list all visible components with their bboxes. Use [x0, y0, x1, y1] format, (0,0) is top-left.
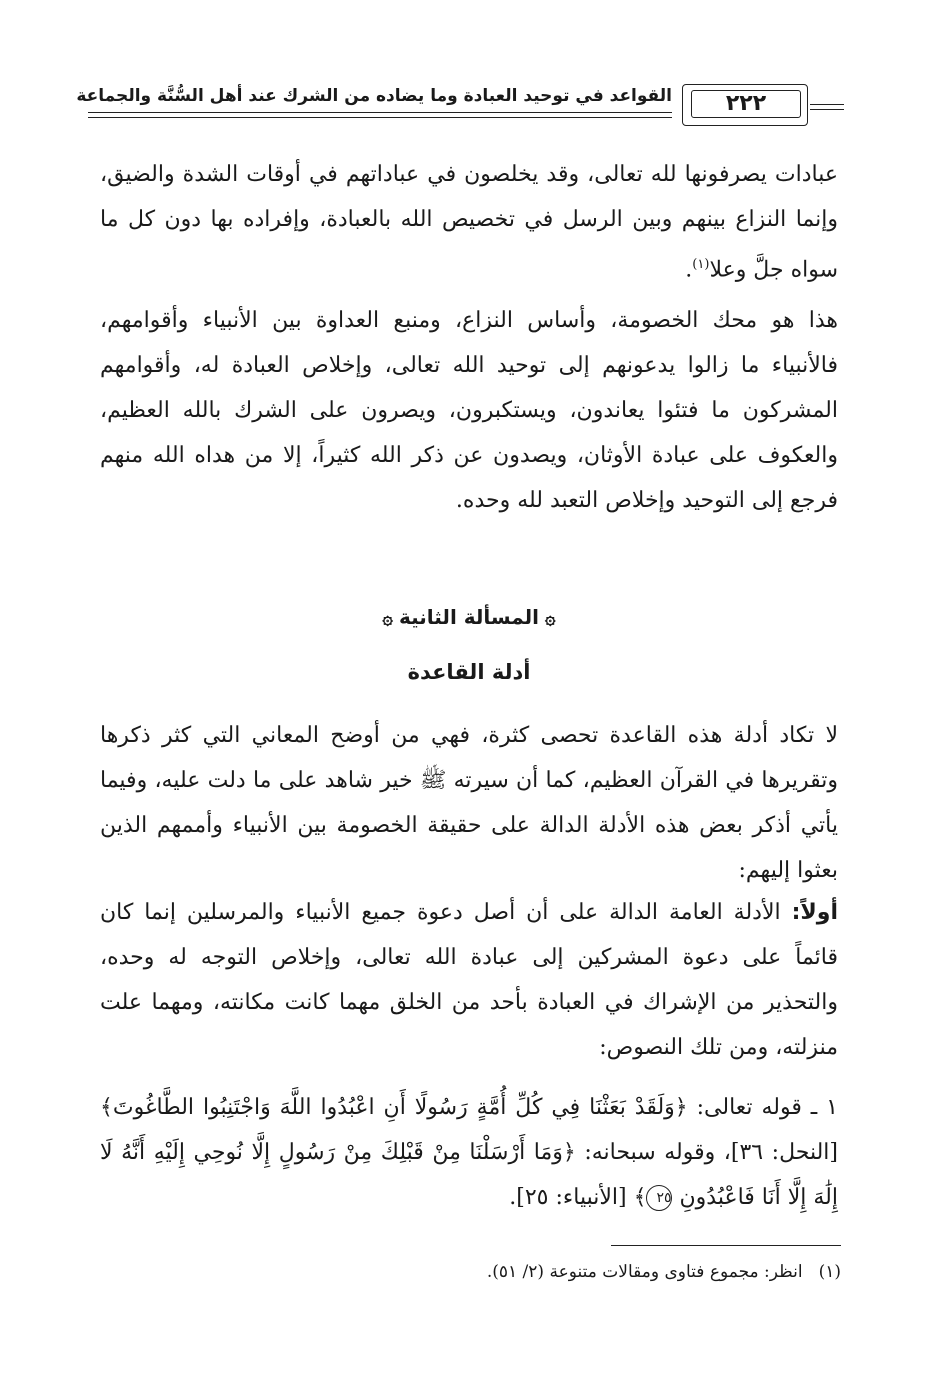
paragraph-end: . [685, 257, 693, 283]
quran-verse: ﴿وَلَقَدْ بَعَثْنَا فِي كُلِّ أُمَّةٍ رَسُولًا أَنِ اعْبُدُوا اللَّهَ وَاجْتَنِبُوا الطَّاغُوتَ﴾ [100, 1095, 688, 1120]
subsection-heading: أدلة القاعدة [407, 660, 531, 684]
header-rule [88, 117, 672, 118]
paragraph-text: عبادات يصرفونها لله تعالى، وقد يخلصون في عباداتهم في أوقات الشدة والضيق، وإنما النزاع بينهم وبين الرسل في تخصيص الله بالعبادة، وإفراده بها دون كل ما سواه جلَّ وعلا [100, 162, 838, 283]
header-rule [810, 109, 844, 110]
footnote-mark: (١) [818, 1262, 841, 1282]
ornament-icon: ۞ [545, 608, 556, 629]
paragraph-lead: أولاً: [791, 900, 838, 925]
paragraph-text: لا تكاد أدلة هذه القاعدة تحصى كثرة، فهي من أوضح المعاني التي كثر ذكرها وتقريرها في القرآن العظيم، كما أن سيرته ﷺ خير شاهد على ما دلت عليه، وفيما يأتي أذكر بعض هذه الأدلة الدالة على حقيقة الخصومة بين الأنبياء وأممهم الذين بعثوا إليهم: [100, 723, 838, 883]
header-title: القواعد في توحيد العبادة وما يضاده من الشرك عند أهل السُّنَّة والجماعة [76, 86, 672, 106]
paragraph-1 [100, 152, 838, 292]
header-rule [88, 112, 672, 113]
page-number: ٢٢٢ [691, 90, 801, 118]
quran-verse: ﴿وَمَا أَرْسَلْنَا مِنْ قَبْلِكَ مِنْ رَسُولٍ إِلَّا نُوحِي إِلَيْهِ أَنَّهُ لَا إِلَٰهَ إِلَّا أَنَا فَاعْبُدُونِ [100, 1140, 838, 1210]
section-heading [100, 605, 838, 629]
ayah-number-icon: ٢٥ [646, 1185, 672, 1211]
page-number-frame [682, 84, 808, 126]
verse-reference: [النحل: ٣٦] [730, 1140, 838, 1165]
paragraph-text: ، وقوله سبحانه: [584, 1140, 731, 1165]
footnote-rule [611, 1245, 841, 1246]
header-rule [810, 104, 844, 105]
footnote-ref[interactable]: (١) [692, 257, 710, 272]
paragraph-text: الأدلة العامة الدالة على أن أصل دعوة جميع الأنبياء والمرسلين إنما كان قائماً على دعوة المشركين إلى عبادة الله تعالى، وإخلاص التوجه له وحده، والتحذير من الإشراك في العبادة بأحد من الخلق مهما كانت مكانته، ومهما علت منزلته، ومن تلك النصوص: [100, 900, 838, 1060]
footnote-text: انظر: مجموع فتاوى ومقالات متنوعة (٢/ ٥١). [486, 1262, 803, 1282]
paragraph-2 [100, 298, 838, 523]
issue-heading-text: المسألة الثانية [398, 605, 540, 629]
paragraph-text: هذا هو محك الخصومة، وأساس النزاع، ومنبع العداوة بين الأنبياء وأقوامهم، فالأنبياء ما زالوا يدعونهم إلى توحيد الله تعالى، وإخلاص العبادة له، وأقوامهم المشركون ما فتئوا يعاندون، ويستكبرون، ويصرون على الشرك بالله العظيم، والعكوف على عبادة الأوثان، ويصدون عن ذكر الله كثيراً، إلا من هداه الله منهم فرجع إلى التوحيد وإخلاص التعبد لله وحده. [100, 308, 838, 513]
ornament-icon: ۞ [382, 608, 393, 629]
running-header [76, 82, 844, 130]
verse-reference: [الأنبياء: ٢٥]. [509, 1185, 627, 1210]
footnote [103, 1262, 841, 1282]
paragraph-5 [100, 1085, 838, 1220]
paragraph-3 [100, 713, 838, 893]
item-number: ١ ـ [810, 1095, 838, 1120]
verse-close: ﴾ [633, 1185, 647, 1210]
paragraph-text: قوله تعالى: [696, 1095, 802, 1120]
paragraph-4 [100, 890, 838, 1070]
